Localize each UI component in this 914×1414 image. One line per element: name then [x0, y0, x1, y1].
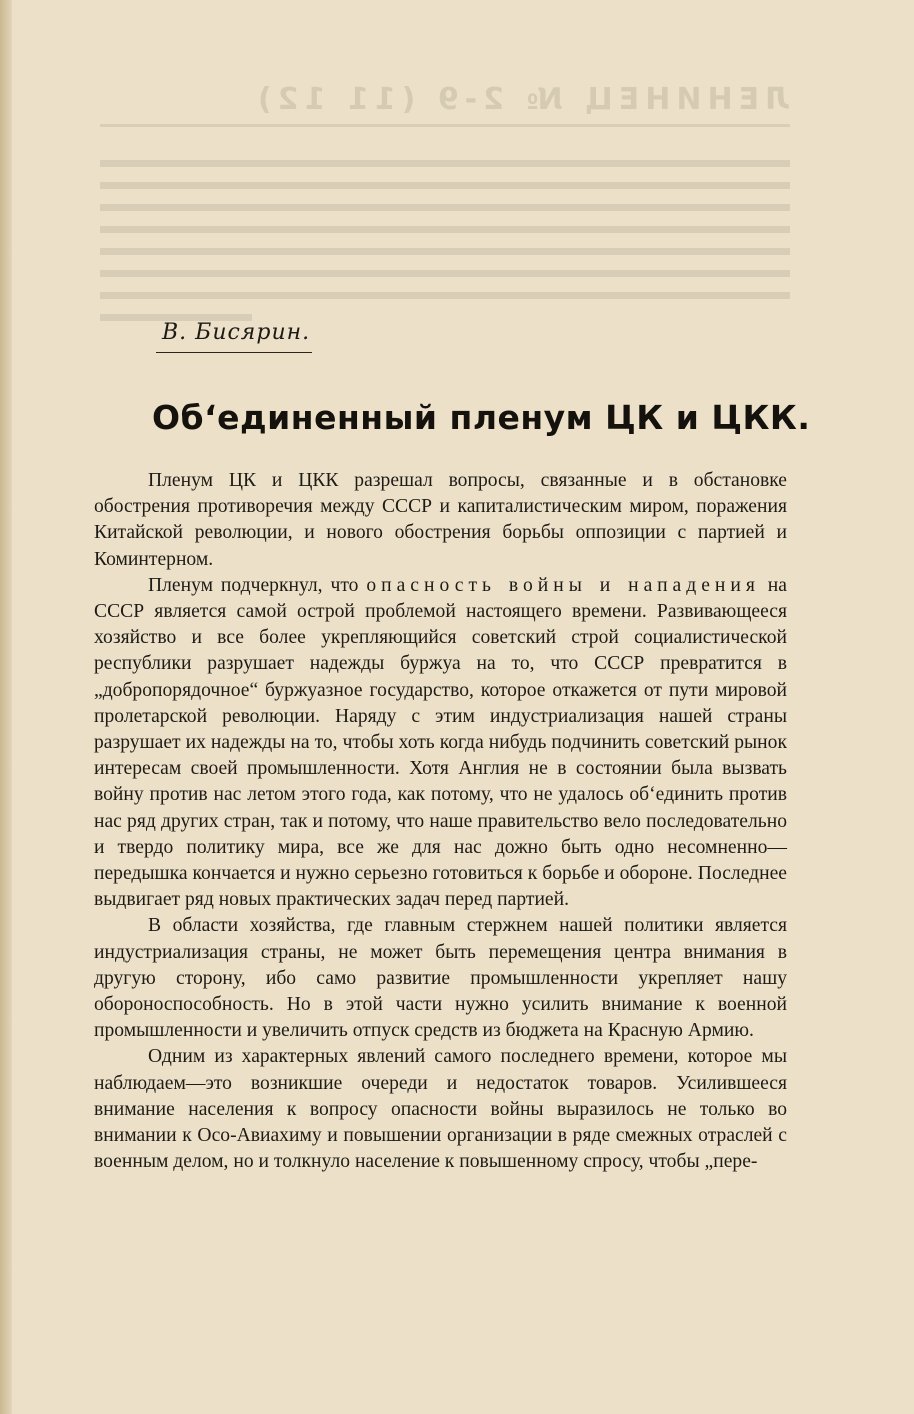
page-edge-shadow	[0, 0, 12, 1414]
bleed-through-header: ЛЕНИНЕЦ № 2-9 (11 12)	[251, 82, 790, 117]
paragraph-3: В области хозяйства, где главным стержнем нашей политики является индустриализация страны, не может быть перемещения центра внимания в другую сторону, ибо само развитие промышленности укрепляет нашу обороноспособность. Но в этой части нужно усилить внимание к военной промышленности и увеличить отпуск средств из бюджета на Красную Армию.	[94, 915, 787, 1042]
paragraph-2-emphasis: опасность войны и нападения	[366, 574, 760, 596]
paragraph-2	[94, 573, 787, 914]
bleed-through-text	[100, 160, 790, 410]
paragraph-4: Одним из характерных явлений самого последнего времени, которое мы наблюдаем—это возникшие очереди и недостаток товаров. Усилившееся внимание населения к вопросу опасности войны выразилось не только во внимании к Осо-Авиахиму и повышении организации в ряде смежных отраслей с военным делом, но и толкнуло население к повышенному спросу, чтобы „пере-	[94, 1046, 787, 1173]
article-title: Об‘единенный пленум ЦК и ЦКК.	[152, 398, 811, 437]
article-body	[94, 468, 787, 1175]
author-underline	[156, 352, 312, 353]
bleed-through-rule	[100, 124, 790, 127]
paragraph-1: Пленум ЦК и ЦКК разрешал вопросы, связанные и в обстановке обострения противоречия между СССР и капиталистическим миром, поражения Китайской революции, и нового обострения борьбы оппозиции с партией и Коминтерном.	[94, 470, 787, 570]
paragraph-2-rest: на СССР является самой острой проблемой настоящего времени. Развивающееся хозяйство и все более укрепляющийся советский строй социалистической республики разрушает надежды буржуа на то, что СССР превратится в „добропорядочное“ буржуазное государство, которое откажется от пути мировой пролетарской революции. Наряду с этим индустриализация нашей страны разрушает их надежды на то, чтобы хоть когда нибудь подчинить советский рынок интересам своей промышленности. Хотя Англия не в состоянии была вызвать войну против нас летом этого года, как потому, что не удалось об‘единить против нас ряд других стран, так и потому, что наше правительство вело последовательно и твердо политику мира, все же для нас дожно быть одно несомненно—передышка кончается и нужно серьезно готовиться к борьбе и обороне. Последнее выдвигает ряд новых практических задач перед партией.	[94, 574, 787, 911]
author-name: В. Бисярин.	[162, 320, 311, 345]
paragraph-2-lead: Пленум подчеркнул, что	[148, 574, 367, 596]
